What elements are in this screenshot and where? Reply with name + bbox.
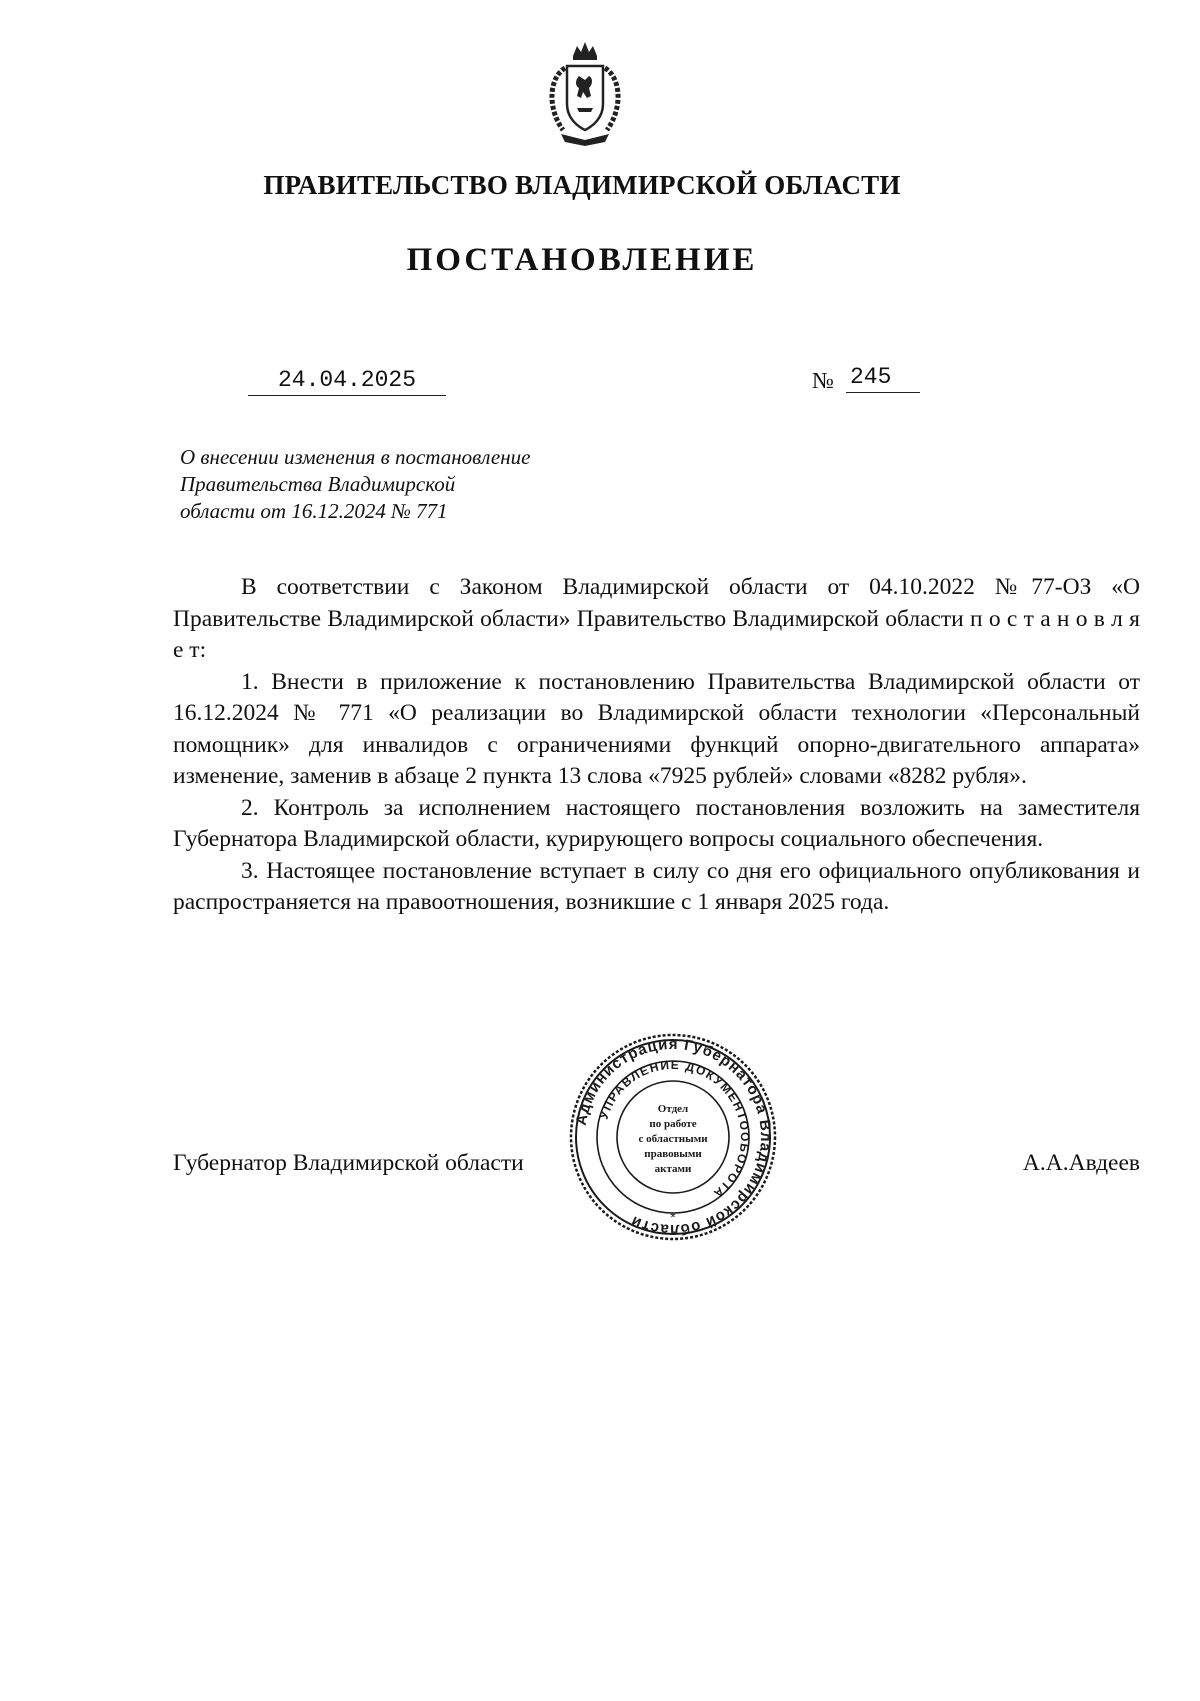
official-seal-stamp [568, 1032, 778, 1242]
stamp-center-line: с областными [638, 1133, 708, 1145]
preamble-paragraph [173, 572, 1140, 667]
stamp-center-line: по работе [649, 1118, 697, 1130]
stamp-inner-ring-text: УПРАВЛЕНИЕ ДОКУМЕНТООБОРОТА [596, 1057, 753, 1202]
stamp-center-line: правовыми [644, 1148, 702, 1160]
coat-of-arms-icon [535, 38, 635, 148]
preamble-verb: п о с т а н о в л я е т: [173, 605, 1140, 663]
government-name: ПРАВИТЕЛЬСТВО ВЛАДИМИРСКОЙ ОБЛАСТИ [263, 170, 901, 200]
subject-line: области от 16.12.2024 № 771 [180, 499, 448, 523]
stamp-star-icon: * [670, 1209, 676, 1225]
item-paragraph: 2. Контроль за исполнением настоящего постановления возложить на заместителя Губернатора Владимирской области, курирующего вопросы социального обеспечения. [173, 794, 1140, 852]
signatory-name: А.А.Авдеев [1022, 1150, 1140, 1176]
item-paragraph: 3. Настоящее постановление вступает в силу со дня его официального опубликования и распространяется на правоотношения, возникшие с 1 января 2025 года. [173, 857, 1140, 915]
number-label: № [812, 368, 834, 393]
signatory-position: Губернатор Владимирской области [173, 1150, 524, 1176]
document-body [173, 572, 1140, 919]
document-subject [180, 444, 530, 525]
document-date: 24.04.2025 [248, 365, 446, 396]
document-number: 245 [846, 362, 920, 393]
document-type-title: ПОСТАНОВЛЕНИЕ [406, 242, 758, 278]
stamp-outer-text: Администрация Губернатора Владимирской области [572, 1035, 775, 1239]
preamble-text: В соответствии с Законом Владимирской области от 04.10.2022 №77-ОЗ «О Правительстве Владимирской области» Правительство Владимирской области [173, 574, 1140, 632]
item-paragraph: 1. Внести в приложение к постановлению Правительства Владимирской области от 16.12.2024 № 771 «О реализации во Владимирской области технологии «Персональный помощник» для инвалидов с ограничениями функций опорно-двигательного аппарата» изменение, заменив в абзаце 2 пункта 13 слова «7925 рублей» словами «8282 рубля». [173, 668, 1140, 789]
subject-line: Правительства Владимирской [180, 472, 456, 496]
stamp-center-line: актами [654, 1163, 692, 1175]
subject-line: О внесении изменения в постановление [180, 445, 531, 469]
stamp-center-line: Отдел [657, 1103, 689, 1115]
